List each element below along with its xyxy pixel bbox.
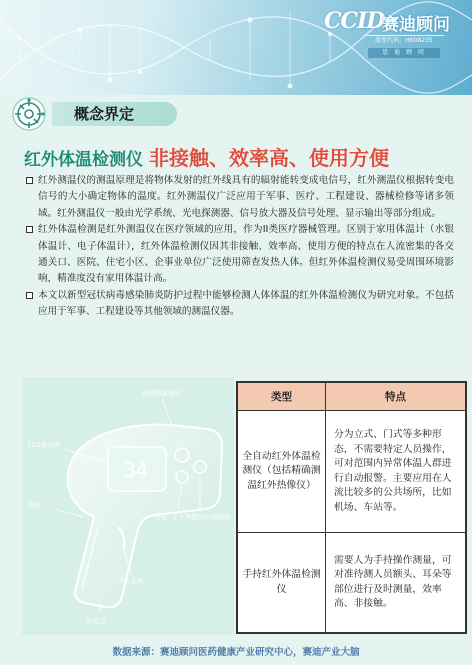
section-header bbox=[12, 97, 192, 131]
header-feature: 特点 bbox=[326, 383, 466, 411]
types-table bbox=[237, 382, 466, 633]
label-cover: 电池盖 bbox=[86, 617, 106, 625]
title-subject: 红外体温检测仪 bbox=[24, 150, 143, 170]
bullet-square-icon bbox=[26, 292, 33, 299]
type-cell: 全自动红外体温检测仪（包括精确测温红外热像仪） bbox=[238, 411, 326, 533]
label-probe: 红外探测器 bbox=[198, 513, 231, 521]
bullet-square-icon bbox=[26, 177, 33, 184]
header-banner bbox=[0, 0, 472, 95]
type-cell: 手持红外体温检测仪 bbox=[238, 533, 326, 633]
bullet-item bbox=[26, 288, 454, 321]
section-tab bbox=[52, 102, 177, 126]
bullet-text: 红外测温仪的测温原理是将物体发射的红外线具有的辐射能转变成电信号，红外测温仪根据转变电信号的大小确定物体的温度。红外测温仪广泛应用于军事、医疗、工程建设、器械检修等诸多领域。红外测温仪一般由光学系统、光电探测器、信号放大器及信号处理、显示输出等部分组成。 bbox=[38, 175, 454, 219]
label-led: LED显示屏 bbox=[28, 441, 61, 449]
bullet-square-icon bbox=[26, 226, 33, 233]
feature-cell: 需要人为手持操作测量，可对准待测人员额头、耳朵等部位进行及时测量，效率高、非接触。 bbox=[326, 533, 466, 633]
logo-name: 赛迪顾问 bbox=[382, 15, 450, 35]
concept-text bbox=[26, 173, 454, 373]
thermometer-illustration bbox=[22, 377, 234, 635]
label-battery: 电池 bbox=[28, 501, 41, 509]
logo-mark: CCID bbox=[324, 8, 385, 34]
label-updown: 上下调整 bbox=[172, 513, 198, 521]
screen-reading: 34 bbox=[124, 458, 149, 482]
table-header-row bbox=[238, 383, 466, 411]
feature-cell: 分为立式、门式等多种形态，不需要特定人员操作，可对范围内异常体温人群进行自动报警。主要应用在人流比较多的公共场所，比如机场、车站等。 bbox=[326, 411, 466, 533]
label-mode: 切换测量模式 bbox=[142, 389, 181, 397]
label-func: 功能 bbox=[154, 513, 167, 521]
data-source: 数据来源：赛迪顾问医药健康产业研究中心，赛迪产业大脑 bbox=[112, 647, 360, 658]
circuit-globe-icon bbox=[12, 97, 46, 131]
stock-code: 股票代码：HK08235 bbox=[364, 35, 444, 45]
label-switch: 开关扳机 bbox=[118, 577, 144, 585]
page-title bbox=[24, 142, 389, 171]
bullet-item bbox=[26, 173, 454, 222]
bullet-text: 本文以新型冠状病毒感染肺炎防护过程中能够检测人体体温的红外体温检测仪为研究对象。不包括应用于军事、工程建设等其他领域的测温仪器。 bbox=[38, 289, 454, 318]
header-type: 类型 bbox=[238, 383, 326, 411]
bullet-text: 红外体温检测是红外测温仪在医疗领域的应用，作为II类医疗器械管理。区别于家用体温计（水银体温计、电子体温计），红外体温检测仪因其非接触、效率高、使用方便的特点在人流密集的各交通关口、医院、住宅小区、企事业单位广泛使用筛查发热人体。但红外体温检测仪易受周围环境影响，精准度没有家用体温计高。 bbox=[38, 224, 454, 285]
section-label: 概念界定 bbox=[74, 105, 135, 123]
comparison-table bbox=[236, 381, 467, 634]
bullet-item bbox=[26, 222, 454, 288]
table-row bbox=[238, 411, 466, 533]
title-highlight: 非接触、效率高、使用方便 bbox=[149, 146, 389, 170]
table-row bbox=[238, 533, 466, 633]
ccid-logo bbox=[324, 8, 464, 64]
logo-tagline: 思 迪 顾 问 bbox=[368, 48, 440, 58]
